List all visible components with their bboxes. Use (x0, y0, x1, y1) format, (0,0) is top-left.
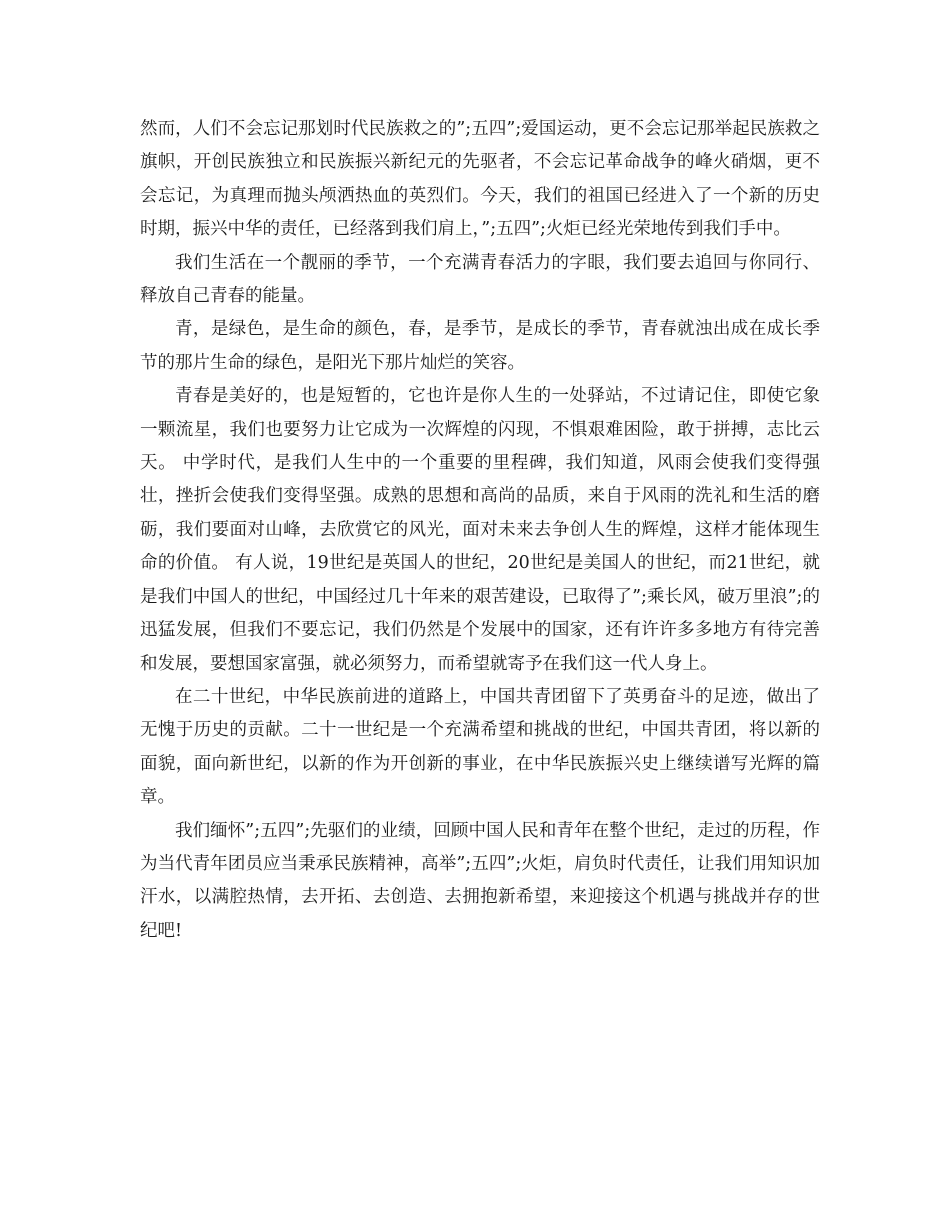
paragraph-5: 在二十世纪，中华民族前进的道路上，中国共青团留下了英勇奋斗的足迹，做出了无愧于历史的贡献。二十一世纪是一个充满希望和挑战的世纪，中国共青团，将以新的面貌，面向新世纪，以新的作为开创新的事业，在中华民族振兴史上继续谱写光辉的篇章。 (140, 686, 820, 808)
document-page (140, 113, 820, 948)
paragraph-4: 青春是美好的，也是短暂的，它也许是你人生的一处驿站，不过请记住，即使它象一颗流星，我们也要努力让它成为一次辉煌的闪现，不惧艰难困险，敢于拼搏，志比云天。 中学时代，是我们人生中的一个重要的里程碑，我们知道，风雨会使我们变得强壮，挫折会使我们变得坚强。成熟的思想和高尚的品质，来自于风雨的洗礼和生活的磨砺，我们要面对山峰，去欣赏它的风光，面对未来去争创人生的辉煌，这样才能体现生命的价值。 有人说，19世纪是英国人的世纪，20世纪是美国人的世纪，而21世纪，就是我们中国人的世纪，中国经过几十年来的艰苦建设，已取得了”;乘长风，破万里浪”;的迅猛发展，但我们不要忘记，我们仍然是个发展中的国家，还有许许多多地方有待完善和发展，要想国家富强，就必须努力，而希望就寄予在我们这一代人身上。 (140, 386, 820, 674)
paragraph-1: 然而，人们不会忘记那划时代民族救之的”;五四”;爱国运动，更不会忘记那举起民族救之旗帜，开创民族独立和民族振兴新纪元的先驱者，不会忘记革命战争的峰火硝烟，更不会忘记，为真理而抛头颅洒热血的英烈们。今天，我们的祖国已经进入了一个新的历史时期，振兴中华的责任，已经落到我们肩上，”;五四”;火炬已经光荣地传到我们手中。 (140, 119, 820, 240)
paragraph-6: 我们缅怀”;五四”;先驱们的业绩，回顾中国人民和青年在整个世纪，走过的历程，作为当代青年团员应当秉承民族精神，高举”;五四”;火炬，肩负时代责任，让我们用知识加汗水，以满腔热情，去开拓、去创造、去拥抱新希望，来迎接这个机遇与挑战并存的世纪吧! (140, 820, 820, 941)
paragraph-3: 青，是绿色，是生命的颜色，春，是季节，是成长的季节，青春就浊出成在成长季节的那片生命的绿色，是阳光下那片灿烂的笑容。 (140, 319, 820, 373)
paragraph-2: 我们生活在一个靓丽的季节，一个充满青春活力的字眼，我们要去追回与你同行、释放自己青春的能量。 (140, 252, 820, 307)
